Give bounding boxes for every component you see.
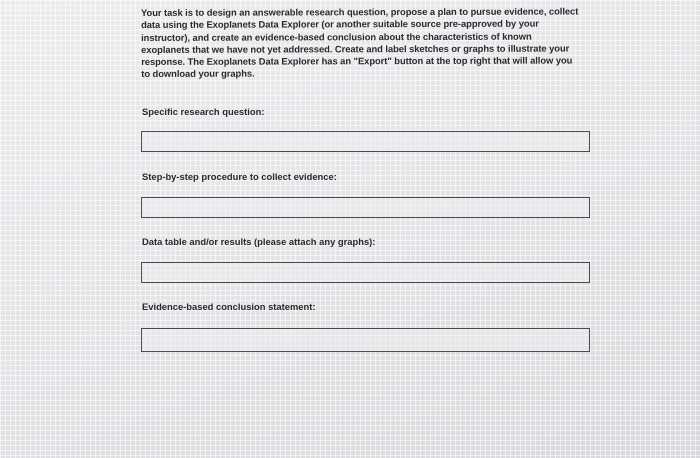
- data-table-label: Data table and/or results (please attach any graphs):: [142, 236, 376, 247]
- data-table-field[interactable]: [141, 262, 590, 283]
- conclusion-label: Evidence-based conclusion statement:: [142, 301, 316, 312]
- conclusion-field[interactable]: [141, 328, 590, 352]
- task-instructions: Your task is to design an answerable research question, propose a plan to pursue evidence, collect data using the Exoplanets Data Explorer (or another suitable source pre-approved by your instructor), and create an evidence-based conclusion about the characteristics of known exoplanets that we have not yet addressed. Create and label sketches or graphs to illustrate your response. The Exoplanets Data Explorer has an "Export" button at the top right that will allow you to download your graphs.: [141, 5, 579, 80]
- procedure-label: Step-by-step procedure to collect evidence:: [142, 171, 337, 182]
- procedure-field[interactable]: [141, 197, 590, 218]
- research-question-field[interactable]: [141, 131, 590, 152]
- research-question-label: Specific research question:: [142, 106, 265, 117]
